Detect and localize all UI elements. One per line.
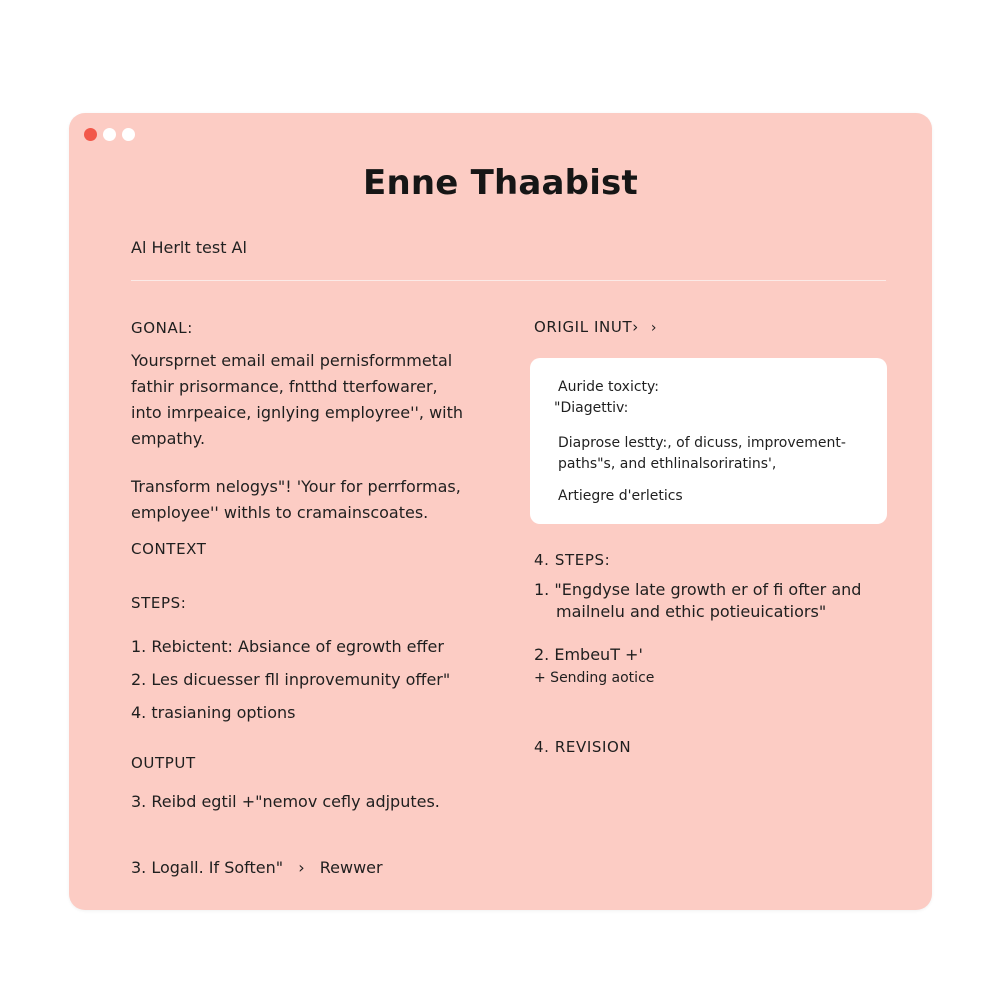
rewwer-link[interactable]: Rewwer bbox=[319, 858, 383, 877]
step-item-1: 1. Rebictent: Absiance of egrowth effer bbox=[131, 637, 444, 656]
card-line-2: "Diagettiv: bbox=[554, 400, 629, 416]
header-divider bbox=[131, 280, 886, 281]
output-item: 3. Reibd egtil +"nemov cefly adjputes. bbox=[131, 792, 440, 811]
sending-notice-item: + Sending aotice bbox=[534, 670, 655, 686]
transform-text: Transform nelogys"! 'Your for perrformas, employee'' withls to cramainscoates. bbox=[131, 477, 461, 522]
footer-row bbox=[131, 858, 383, 877]
goal-text: Yoursprnet email email pernisformmetal fathir prisormance, fntthd tterfowarer, into imrpeaice, ignlying employree'', with empathy. bbox=[131, 351, 464, 448]
card-line-3a: Diaprose lestty:, of dicuss, improvement- bbox=[558, 435, 846, 451]
card-line-1: Auride toxicty: bbox=[558, 379, 660, 395]
context-heading: CONTEXT bbox=[131, 540, 207, 558]
step-item-2: 2. Les dicuesser fll inprovemunity offer" bbox=[131, 670, 451, 689]
window-controls bbox=[84, 128, 135, 141]
card-line-3b: paths"s, and ethlinalsoriratins', bbox=[558, 456, 777, 472]
original-input-label: ORIGIL INUT› bbox=[534, 318, 639, 336]
goal-heading: GONAL: bbox=[131, 319, 193, 337]
original-input-card bbox=[530, 358, 887, 524]
card-line-4: Artiegre d'erletics bbox=[558, 488, 683, 504]
original-input-heading[interactable] bbox=[534, 318, 657, 336]
step-item-3: 4. trasianing options bbox=[131, 703, 296, 722]
chevron-right-icon: › bbox=[298, 858, 305, 877]
right-steps-heading: 4. STEPS: bbox=[534, 551, 611, 569]
maximize-window-button[interactable] bbox=[122, 128, 135, 141]
app-window bbox=[69, 113, 932, 910]
footer-item: 3. Logall. If Soften" bbox=[131, 858, 284, 877]
output-heading: OUTPUT bbox=[131, 754, 196, 772]
revision-heading: 4. REVISION bbox=[534, 738, 632, 756]
page-subtitle: Al Herlt test Al bbox=[131, 238, 247, 257]
page-title: Enne Thaabist bbox=[363, 163, 638, 203]
right-step-line-2: mailnelu and ethic potieuicatiors" bbox=[556, 602, 827, 621]
right-step-line-1: 1. "Engdyse late growth er of fi ofter and bbox=[534, 580, 862, 599]
steps-heading: STEPS: bbox=[131, 594, 187, 612]
close-window-button[interactable] bbox=[84, 128, 97, 141]
minimize-window-button[interactable] bbox=[103, 128, 116, 141]
embed-item: 2. EmbeuT +' bbox=[534, 645, 643, 664]
chevron-right-icon: › bbox=[650, 320, 658, 336]
